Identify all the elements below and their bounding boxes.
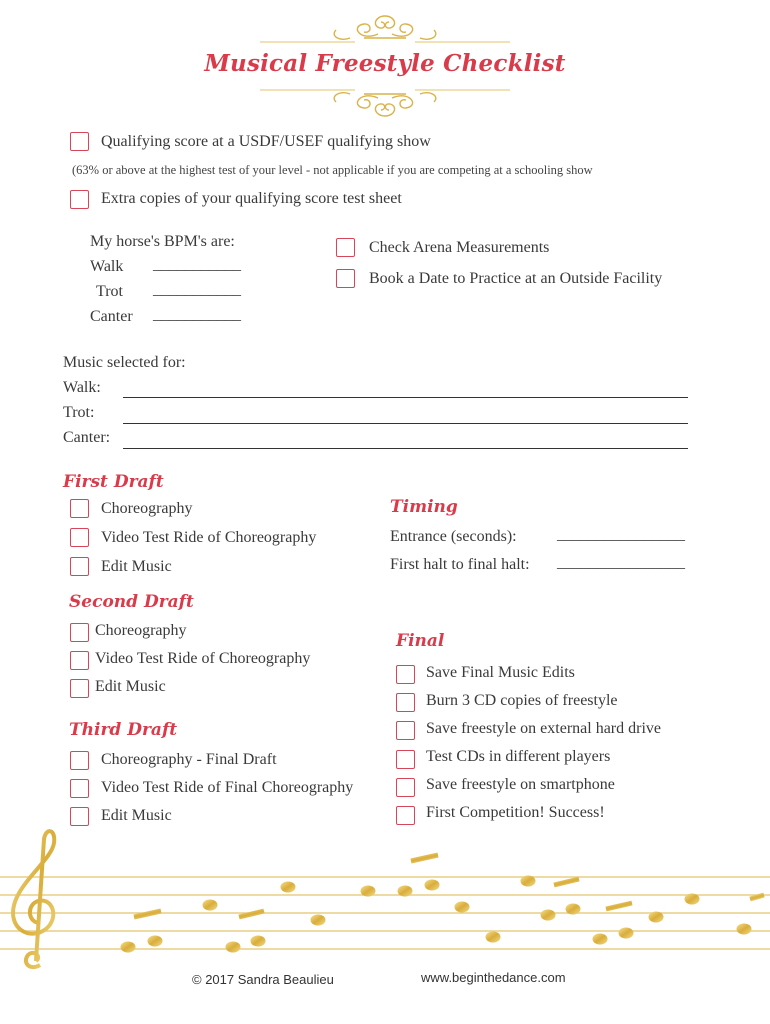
arena-measurements-label: Check Arena Measurements	[369, 239, 550, 256]
timing-entrance-blank[interactable]: ________________	[557, 526, 685, 543]
final-checkbox-3[interactable]	[396, 721, 415, 740]
second-draft-checkbox-2[interactable]	[70, 651, 89, 670]
timing-entrance-label: Entrance (seconds):	[390, 528, 517, 545]
qualifying-score-label: Qualifying score at a USDF/USEF qualifying show	[101, 133, 431, 150]
final-checkbox-2[interactable]	[396, 693, 415, 712]
qualifying-score-checkbox[interactable]	[70, 132, 89, 151]
bpm-trot-label: Trot	[96, 283, 123, 300]
final-item-4: Test CDs in different players	[426, 748, 611, 765]
third-draft-heading: Third Draft	[69, 720, 178, 740]
third-draft-checkbox-1[interactable]	[70, 751, 89, 770]
qualifying-note: (63% or above at the highest test of your level - not applicable if you are competing at a schooling show	[72, 163, 593, 177]
first-draft-item-1: Choreography	[101, 500, 193, 517]
first-draft-checkbox-1[interactable]	[70, 499, 89, 518]
bpm-walk-label: Walk	[90, 258, 124, 275]
final-item-2: Burn 3 CD copies of freestyle	[426, 692, 618, 709]
top-ornament	[260, 12, 510, 48]
timing-heading: Timing	[390, 497, 458, 517]
second-draft-heading: Second Draft	[69, 592, 194, 612]
final-heading: Final	[396, 631, 445, 651]
treble-clef-icon	[13, 831, 54, 967]
final-checkbox-1[interactable]	[396, 665, 415, 684]
bpm-canter-label: Canter	[90, 308, 133, 325]
timing-halt-label: First halt to final halt:	[390, 556, 530, 573]
final-checkbox-5[interactable]	[396, 778, 415, 797]
extra-copies-label: Extra copies of your qualifying score test sheet	[101, 190, 402, 207]
music-trot-line[interactable]	[123, 423, 688, 424]
music-canter-label: Canter:	[63, 429, 111, 446]
final-item-6: First Competition! Success!	[426, 804, 605, 821]
bottom-ornament	[260, 82, 510, 118]
arena-measurements-checkbox[interactable]	[336, 238, 355, 257]
first-draft-item-3: Edit Music	[101, 558, 172, 575]
footer-website[interactable]: www.beginthedance.com	[421, 970, 566, 985]
book-practice-checkbox[interactable]	[336, 269, 355, 288]
music-canter-line[interactable]	[123, 448, 688, 449]
final-item-3: Save freestyle on external hard drive	[426, 720, 662, 737]
final-checkbox-6[interactable]	[396, 806, 415, 825]
second-draft-checkbox-1[interactable]	[70, 623, 89, 642]
book-practice-label: Book a Date to Practice at an Outside Facility	[369, 270, 663, 287]
bpm-canter-blank[interactable]: ___________	[153, 306, 241, 323]
second-draft-item-1: Choreography	[95, 622, 187, 639]
music-staff-decoration	[0, 825, 770, 975]
bpm-walk-blank[interactable]: ___________	[153, 256, 241, 273]
music-walk-label: Walk:	[63, 379, 101, 396]
second-draft-item-2: Video Test Ride of Choreography	[95, 650, 311, 667]
bpm-heading: My horse's BPM's are:	[90, 233, 235, 250]
footer-copyright: © 2017 Sandra Beaulieu	[192, 972, 334, 987]
third-draft-item-1: Choreography - Final Draft	[101, 751, 277, 768]
first-draft-heading: First Draft	[63, 472, 164, 492]
timing-halt-blank[interactable]: ________________	[557, 554, 685, 571]
final-item-5: Save freestyle on smartphone	[426, 776, 615, 793]
bpm-trot-blank[interactable]: ___________	[153, 281, 241, 298]
first-draft-checkbox-2[interactable]	[70, 528, 89, 547]
third-draft-item-2: Video Test Ride of Final Choreography	[101, 779, 354, 796]
music-walk-line[interactable]	[123, 397, 688, 398]
final-item-1: Save Final Music Edits	[426, 664, 575, 681]
third-draft-checkbox-3[interactable]	[70, 807, 89, 826]
second-draft-checkbox-3[interactable]	[70, 679, 89, 698]
page-title: Musical Freestyle Checklist	[204, 50, 566, 77]
extra-copies-checkbox[interactable]	[70, 190, 89, 209]
second-draft-item-3: Edit Music	[95, 678, 166, 695]
third-draft-checkbox-2[interactable]	[70, 779, 89, 798]
final-checkbox-4[interactable]	[396, 750, 415, 769]
music-heading: Music selected for:	[63, 354, 186, 371]
first-draft-item-2: Video Test Ride of Choreography	[101, 529, 317, 546]
third-draft-item-3: Edit Music	[101, 807, 172, 824]
first-draft-checkbox-3[interactable]	[70, 557, 89, 576]
music-trot-label: Trot:	[63, 404, 95, 421]
